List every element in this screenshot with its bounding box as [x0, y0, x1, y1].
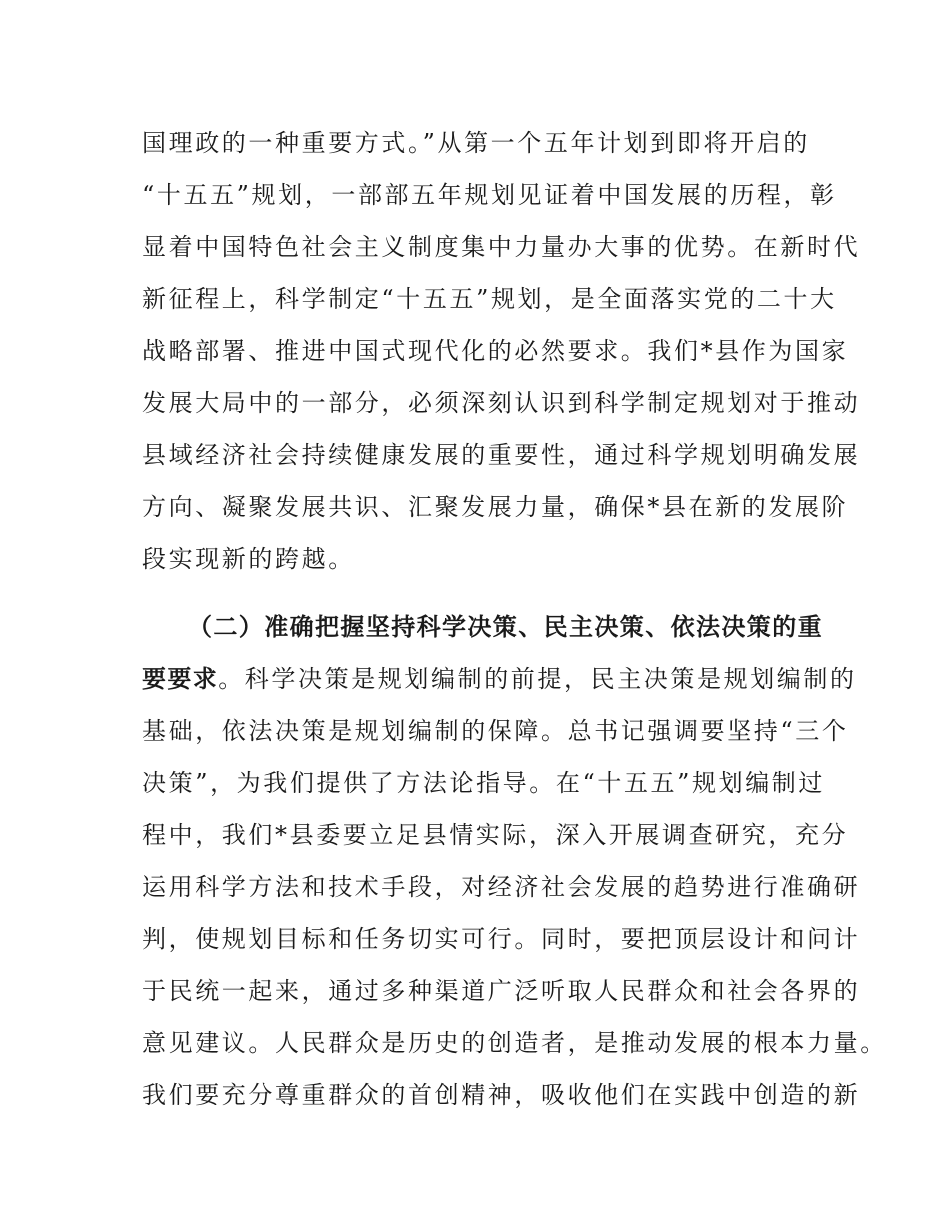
paragraph-line: 意见建议。人民群众是历史的创造者，是推动发展的根本力量。 — [142, 1029, 887, 1057]
section-heading-end: 要要求 — [142, 664, 219, 693]
paragraph-line: 县域经济社会持续健康发展的重要性，通过科学规划明确发展 — [142, 441, 861, 469]
paragraph-line: 程中，我们*县委要立足县情实际，深入开展调查研究，充分 — [142, 821, 849, 849]
paragraph-line: 运用科学方法和技术手段，对经济社会发展的趋势进行准确研 — [142, 873, 861, 901]
paragraph-line: 段实现新的跨越。 — [142, 545, 355, 573]
paragraph-line: 国理政的一种重要方式。”从第一个五年计划到即将开启的 — [142, 129, 810, 157]
paragraph-line: “十五五”规划，一部部五年规划见证着中国发展的历程，彰 — [142, 181, 837, 209]
paragraph-line: 方向、凝聚发展共识、汇聚发展力量，确保*县在新的发展阶 — [142, 493, 849, 521]
paragraph-line: 战略部署、推进中国式现代化的必然要求。我们*县作为国家 — [142, 337, 849, 365]
paragraph-line: 于民统一起来，通过多种渠道广泛听取人民群众和社会各界的 — [142, 977, 861, 1005]
section-heading: （二）准确把握坚持科学决策、民主决策、依法决策的重 — [188, 612, 823, 641]
paragraph-line: 我们要充分尊重群众的首创精神，吸收他们在实践中创造的新 — [142, 1081, 861, 1109]
section-heading-continuation — [142, 653, 857, 705]
paragraph-line: 新征程上，科学制定“十五五”规划，是全面落实党的二十大 — [142, 285, 837, 313]
paragraph-text: 。科学决策是规划编制的前提，民主决策是规划编制的 — [218, 665, 857, 693]
paragraph-line: 决策”，为我们提供了方法论指导。在“十五五”规划编制过 — [142, 769, 826, 797]
paragraph-line: 发展大局中的一部分，必须深刻认识到科学制定规划对于推动 — [142, 389, 861, 417]
paragraph-line: 显着中国特色社会主义制度集中力量办大事的优势。在新时代 — [142, 233, 861, 261]
paragraph-line: 基础，依法决策是规划编制的保障。总书记强调要坚持“三个 — [142, 717, 849, 745]
paragraph-line: 判，使规划目标和任务切实可行。同时，要把顶层设计和问计 — [142, 925, 861, 953]
